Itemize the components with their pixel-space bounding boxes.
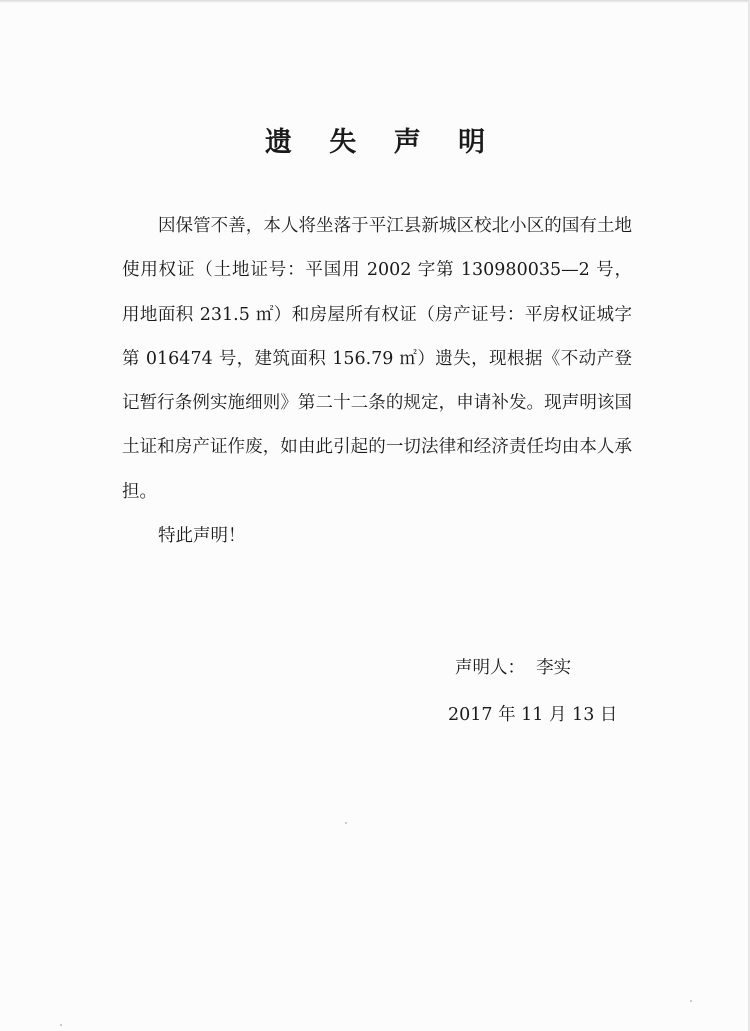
- scan-speck: [345, 822, 347, 824]
- body-text: [122, 204, 632, 514]
- closing-statement: 特此声明！: [158, 526, 246, 546]
- document-title: 遗 失 声 明: [264, 127, 500, 158]
- signer-line: 声明人： 李实: [455, 658, 572, 678]
- date-line: 2017 年 11 月 13 日: [448, 705, 618, 725]
- scan-speck: [690, 1000, 692, 1002]
- body-paragraph: 因保管不善，本人将坐落于平江县新城区校北小区的国有土地使用权证（土地证号：平国用 2002 字第 130980035—2 号，用地面积 231.5 ㎡）和房屋所有权证（房产证号：平房权证城字第 016474 号，建筑面积 156.79 ㎡）遗失，现根据《不动产登记暂行条例实施细则》第二十二条的规定，申请补发。现声明该国土证和房产证作废，如由此引起的一切法律和经济责任均由本人承担。: [122, 216, 632, 502]
- scan-speck: [60, 1024, 62, 1026]
- scan-edge: [0, 0, 750, 3]
